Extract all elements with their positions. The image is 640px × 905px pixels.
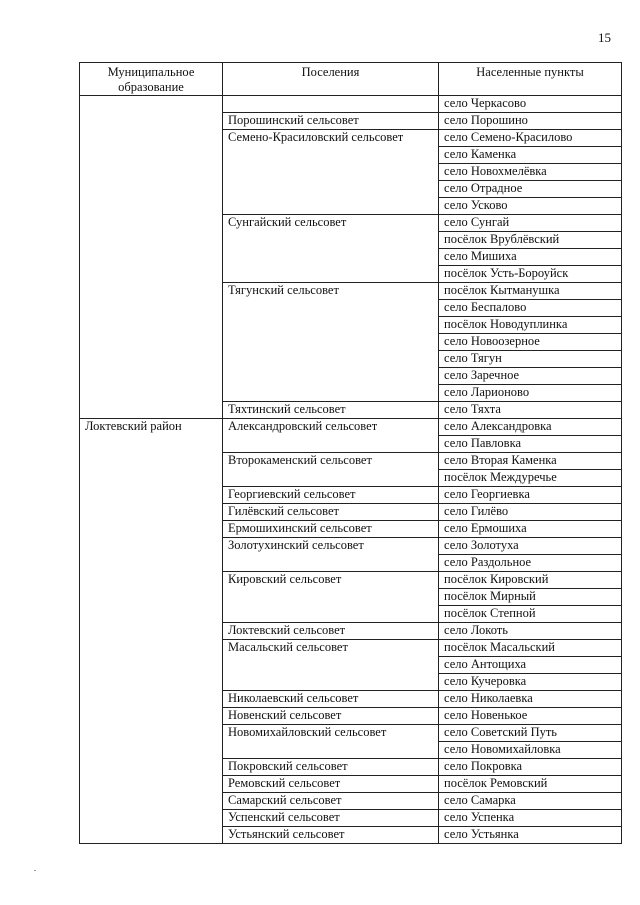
settlement-cell: Николаевский сельсовет (223, 691, 439, 708)
locality-cell: посёлок Масальский (439, 640, 622, 657)
locality-cell: посёлок Врублёвский (439, 232, 622, 249)
settlement-cell (223, 96, 439, 113)
locality-cell: село Раздольное (439, 555, 622, 572)
locality-cell: село Тяхта (439, 402, 622, 419)
locality-cell: село Вторая Каменка (439, 453, 622, 470)
settlement-cell: Второкаменский сельсовет (223, 453, 439, 487)
locality-cell: село Новенькое (439, 708, 622, 725)
settlement-cell: Масальский сельсовет (223, 640, 439, 691)
page-number: 15 (598, 30, 611, 45)
locality-cell: село Каменка (439, 147, 622, 164)
settlement-cell: Самарский сельсовет (223, 793, 439, 810)
locality-cell: посёлок Ремовский (439, 776, 622, 793)
header-settlement: Поселения (223, 63, 439, 96)
settlement-cell: Георгиевский сельсовет (223, 487, 439, 504)
settlement-cell: Золотухинский сельсовет (223, 538, 439, 572)
settlement-cell: Новомихайловский сельсовет (223, 725, 439, 759)
settlement-cell: Устьянский сельсовет (223, 827, 439, 844)
locality-cell: село Новохмелёвка (439, 164, 622, 181)
locality-cell: село Тягун (439, 351, 622, 368)
settlement-cell: Сунгайский сельсовет (223, 215, 439, 283)
settlement-cell: Тягунский сельсовет (223, 283, 439, 402)
settlement-cell: Гилёвский сельсовет (223, 504, 439, 521)
locality-cell: посёлок Степной (439, 606, 622, 623)
locality-cell: село Заречное (439, 368, 622, 385)
locality-cell: село Семено-Красилово (439, 130, 622, 147)
locality-cell: село Локоть (439, 623, 622, 640)
settlement-cell: Покровский сельсовет (223, 759, 439, 776)
header-municipality: Муниципальное образование (80, 63, 223, 96)
locality-cell: село Новомихайловка (439, 742, 622, 759)
locality-cell: село Беспалово (439, 300, 622, 317)
locality-cell: село Александровка (439, 419, 622, 436)
settlement-cell: Локтевский сельсовет (223, 623, 439, 640)
scan-mark (34, 870, 36, 871)
settlement-cell: Кировский сельсовет (223, 572, 439, 623)
settlement-cell: Новенский сельсовет (223, 708, 439, 725)
locality-cell: посёлок Кытманушка (439, 283, 622, 300)
locality-cell: посёлок Усть-Бороуйск (439, 266, 622, 283)
locality-cell: село Мишиха (439, 249, 622, 266)
locality-cell: село Самарка (439, 793, 622, 810)
locality-cell: село Порошино (439, 113, 622, 130)
municipality-cell: Локтевский район (80, 419, 223, 844)
locality-cell: село Гилёво (439, 504, 622, 521)
settlement-cell: Тяхтинский сельсовет (223, 402, 439, 419)
locality-cell: село Усково (439, 198, 622, 215)
locality-cell: село Ларионово (439, 385, 622, 402)
table-row (80, 96, 622, 113)
locality-cell: село Успенка (439, 810, 622, 827)
settlement-cell: Александровский сельсовет (223, 419, 439, 453)
settlements-table (79, 62, 622, 844)
header-row (80, 63, 622, 96)
locality-cell: село Черкасово (439, 96, 622, 113)
header-localities: Населенные пункты (439, 63, 622, 96)
settlement-cell: Порошинский сельсовет (223, 113, 439, 130)
locality-cell: село Новоозерное (439, 334, 622, 351)
locality-cell: село Кучеровка (439, 674, 622, 691)
locality-cell: село Георгиевка (439, 487, 622, 504)
locality-cell: посёлок Мирный (439, 589, 622, 606)
locality-cell: посёлок Новодуплинка (439, 317, 622, 334)
locality-cell: село Павловка (439, 436, 622, 453)
locality-cell: посёлок Междуречье (439, 470, 622, 487)
table-header (80, 63, 622, 96)
locality-cell: село Ермошиха (439, 521, 622, 538)
settlement-cell: Ермошихинский сельсовет (223, 521, 439, 538)
locality-cell: село Антощиха (439, 657, 622, 674)
locality-cell: село Золотуха (439, 538, 622, 555)
locality-cell: село Николаевка (439, 691, 622, 708)
settlement-cell: Ремовский сельсовет (223, 776, 439, 793)
table-body (80, 96, 622, 844)
locality-cell: село Советский Путь (439, 725, 622, 742)
locality-cell: село Сунгай (439, 215, 622, 232)
locality-cell: село Устьянка (439, 827, 622, 844)
locality-cell: село Покровка (439, 759, 622, 776)
settlement-cell: Успенский сельсовет (223, 810, 439, 827)
settlement-cell: Семено-Красиловский сельсовет (223, 130, 439, 215)
locality-cell: посёлок Кировский (439, 572, 622, 589)
locality-cell: село Отрадное (439, 181, 622, 198)
municipality-cell (80, 96, 223, 419)
table-row (80, 419, 622, 436)
